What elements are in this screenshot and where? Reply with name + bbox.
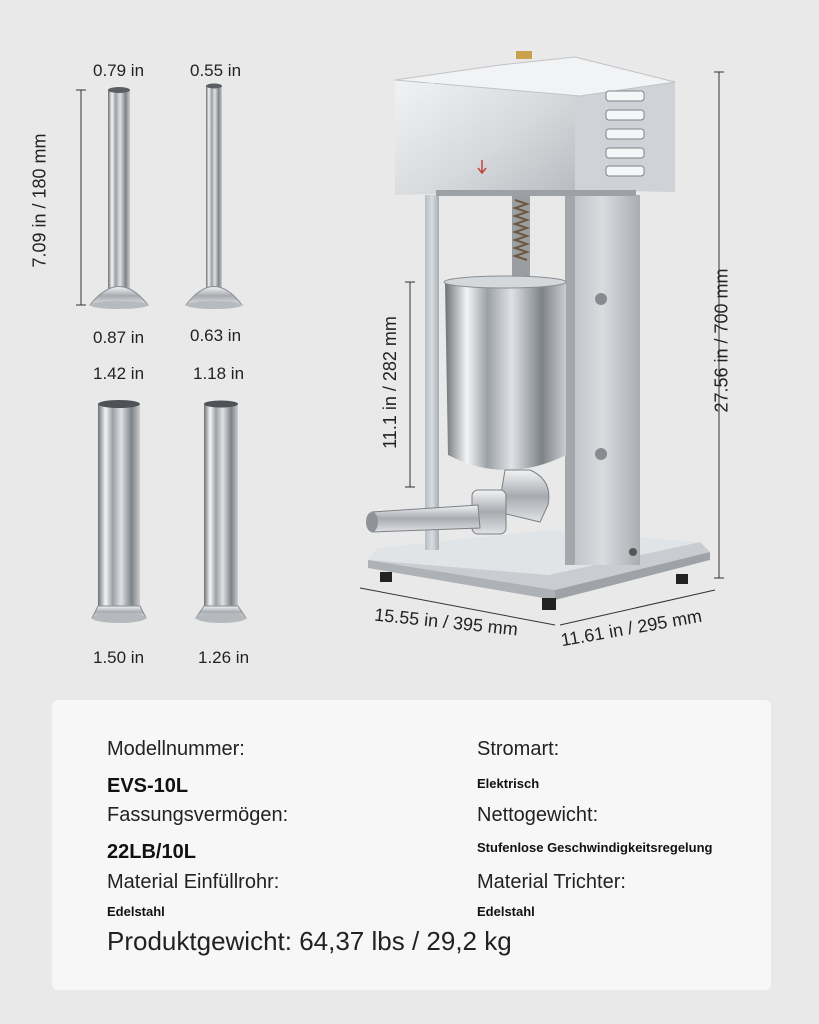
sausage-stuffer-machine <box>366 51 710 610</box>
tube-2-top-diameter: 0.55 in <box>190 61 242 80</box>
filling-tube-4 <box>196 401 246 624</box>
tube-length-dimension-line <box>76 90 86 305</box>
tube-3-top-diameter: 1.42 in <box>93 364 145 383</box>
tube-4-top-diameter: 1.18 in <box>193 364 245 383</box>
filling-tube-1 <box>90 87 148 309</box>
specifications-panel <box>52 700 771 990</box>
tube-material-label: Material Einfüllrohr: <box>107 871 280 893</box>
power-type-label: Stromart: <box>477 738 560 760</box>
model-number-value: EVS-10L <box>107 775 189 797</box>
tube-1-bottom-diameter: 0.87 in <box>93 328 145 347</box>
brand-logo: VEVOR <box>402 80 435 94</box>
power-type-value: Elektrisch <box>477 776 540 791</box>
tube-length-label: 7.09 in / 180 mm <box>29 133 50 268</box>
machine-height-label: 27.56 in / 700 mm <box>711 268 732 413</box>
net-weight-label: Nettogewicht: <box>477 804 599 826</box>
funnel-material-value: Edelstahl <box>477 904 535 919</box>
tube-3-bottom-diameter: 1.50 in <box>93 648 145 667</box>
funnel-material-label: Material Trichter: <box>477 871 626 893</box>
capacity-value: 22LB/10L <box>107 841 196 863</box>
product-weight: Produktgewicht: 64,37 lbs / 29,2 kg <box>107 926 512 956</box>
tube-2-bottom-diameter: 0.63 in <box>190 326 242 345</box>
cylinder-height-label: 11.1 in / 282 mm <box>379 316 400 449</box>
model-number-label: Modellnummer: <box>107 738 245 760</box>
machine-depth-label: 11.61 in / 295 mm <box>559 605 704 651</box>
machine-width-label: 15.55 in / 395 mm <box>373 604 519 640</box>
filling-tube-3 <box>92 400 146 623</box>
tube-material-value: Edelstahl <box>107 904 165 919</box>
capacity-label: Fassungsvermögen: <box>107 804 289 826</box>
tube-1-top-diameter: 0.79 in <box>93 61 145 80</box>
filling-tube-2 <box>186 84 242 310</box>
tube-4-bottom-diameter: 1.26 in <box>198 648 250 667</box>
net-weight-value: Stufenlose Geschwindigkeitsregelung <box>477 840 713 855</box>
